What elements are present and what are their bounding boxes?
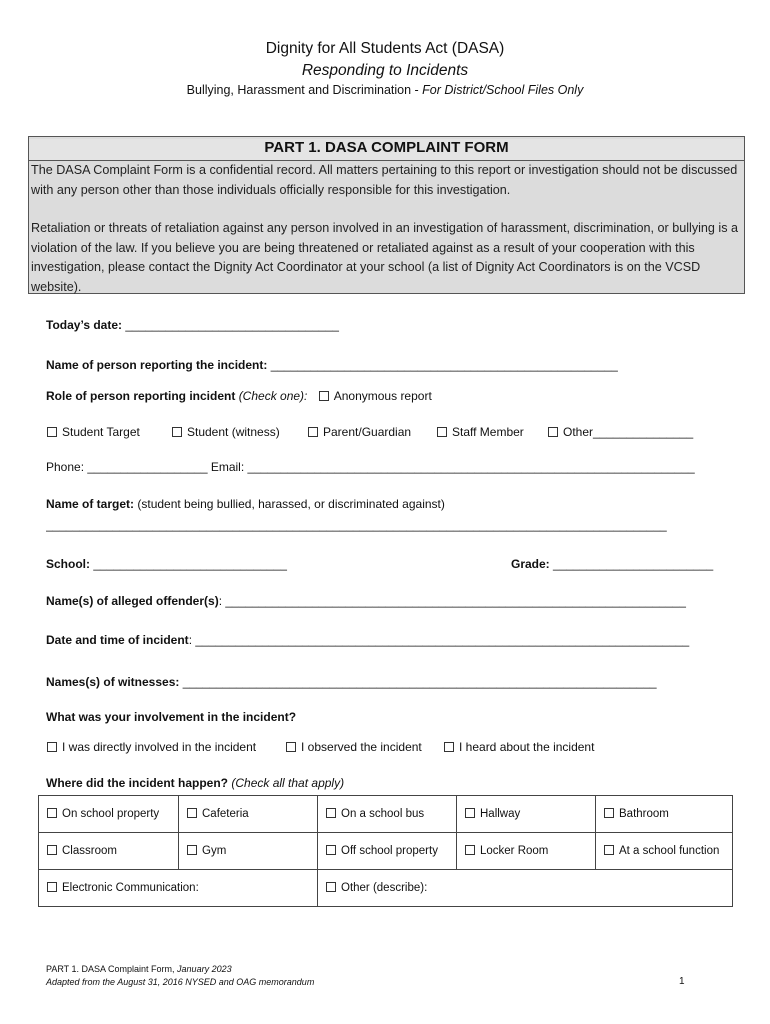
- todays-date-field[interactable]: [46, 318, 339, 332]
- location-hint: (Check all that apply): [231, 776, 345, 790]
- location-question-row: [46, 776, 344, 790]
- involvement-option-label: I observed the incident: [301, 740, 422, 754]
- target-name-hint: (student being bullied, harassed, or discriminated against): [137, 497, 445, 511]
- target-name-label: Name of target:: [46, 497, 135, 511]
- role-option-label: Other_______________: [563, 425, 694, 439]
- footer-line-1: [46, 964, 232, 974]
- location-classroom[interactable]: [39, 833, 179, 870]
- reporter-name-line[interactable]: ____________________________________________________: [270, 358, 618, 372]
- footer-line-2: [46, 977, 314, 987]
- checkbox-icon[interactable]: [172, 427, 182, 437]
- checkbox-icon[interactable]: [47, 742, 57, 752]
- location-other[interactable]: [318, 870, 733, 907]
- involvement-question: What was your involvement in the incident?: [46, 710, 297, 724]
- table-row: [39, 833, 733, 870]
- reporter-name-label: Name of person reporting the incident:: [46, 358, 268, 372]
- grade-label: Grade:: [511, 557, 550, 571]
- witnesses-field[interactable]: [46, 675, 657, 689]
- table-row: [39, 870, 733, 907]
- part1-title: PART 1. DASA COMPLAINT FORM: [29, 139, 744, 161]
- target-name-field: [46, 497, 445, 511]
- anonymous-label: Anonymous report: [333, 389, 432, 403]
- checkbox-icon[interactable]: [187, 845, 197, 855]
- checkbox-icon[interactable]: [604, 808, 614, 818]
- location-label: Locker Room: [480, 845, 549, 857]
- location-label: Gym: [202, 845, 227, 857]
- part1-paragraph-retaliation: Retaliation or threats of retaliation against any person involved in an investigation of harassment, discrimination, or bullying is a violation of the law. If you believe you are being threatened or retaliated against as a result of your cooperation with this investigation, please contact the Dignity Act Coordinator at your school (a list of Dignity Act Coordinators is on the VCSD website).: [31, 221, 739, 294]
- phone-field[interactable]: Phone: __________________: [46, 460, 208, 474]
- checkbox-icon[interactable]: [326, 845, 336, 855]
- role-option-student-witness[interactable]: [172, 425, 280, 439]
- anonymous-option[interactable]: [319, 389, 432, 403]
- footer-form-date: January 2023: [177, 964, 232, 974]
- target-name-line[interactable]: _____________________________________________________________________________________________: [46, 518, 667, 532]
- checkbox-icon[interactable]: [604, 845, 614, 855]
- document-subtitle: Responding to Incidents: [301, 62, 469, 79]
- document-title: Dignity for All Students Act (DASA): [265, 40, 505, 57]
- role-hint: (Check one):: [238, 389, 308, 403]
- location-label: Hallway: [480, 808, 521, 820]
- role-option-other[interactable]: [548, 425, 693, 439]
- email-field[interactable]: Email: ___________________________________________________________________: [210, 460, 695, 474]
- checkbox-icon[interactable]: [326, 882, 336, 892]
- role-option-label: Student (witness): [187, 425, 280, 439]
- part1-box: [28, 136, 745, 294]
- todays-date-label: Today’s date:: [46, 318, 123, 332]
- role-option-student-target[interactable]: [47, 425, 140, 439]
- role-label: Role of person reporting incident: [46, 389, 236, 403]
- footer-adapted: Adapted from the August 31, 2016 NYSED and OAG memorandum: [46, 977, 315, 987]
- checkbox-icon[interactable]: [47, 427, 57, 437]
- document-note-italic: For District/School Files Only: [422, 83, 584, 97]
- checkbox-icon[interactable]: [548, 427, 558, 437]
- grade-line[interactable]: ________________________: [553, 557, 714, 571]
- document-note: [0, 83, 770, 97]
- offenders-label: Name(s) of alleged offender(s): [46, 594, 219, 608]
- datetime-field[interactable]: [46, 633, 689, 647]
- school-field[interactable]: [46, 557, 287, 571]
- school-label: School:: [46, 557, 90, 571]
- location-hallway[interactable]: [457, 796, 596, 833]
- checkbox-icon[interactable]: [47, 845, 57, 855]
- location-label: Off school property: [341, 845, 438, 857]
- part1-paragraph-confidential: The DASA Complaint Form is a confidential record. All matters pertaining to this report or investigation should not be discussed with any person other than those individuals officially responsible for this investigation.: [31, 163, 738, 197]
- grade-field[interactable]: [511, 557, 713, 571]
- contact-row: [46, 460, 695, 474]
- witnesses-label: Names(s) of witnesses:: [46, 675, 180, 689]
- location-locker-room[interactable]: [457, 833, 596, 870]
- location-off-school-property[interactable]: [318, 833, 457, 870]
- location-bathroom[interactable]: [596, 796, 733, 833]
- footer-form-name: PART 1. DASA Complaint Form,: [46, 964, 178, 974]
- location-label: Electronic Communication:: [62, 882, 199, 894]
- witnesses-line[interactable]: _______________________________________________________________________: [182, 675, 657, 689]
- location-school-bus[interactable]: [318, 796, 457, 833]
- location-label: Bathroom: [619, 808, 669, 820]
- involvement-option-label: I heard about the incident: [459, 740, 595, 754]
- checkbox-icon[interactable]: [437, 427, 447, 437]
- school-line[interactable]: _____________________________: [93, 557, 287, 571]
- location-school-function[interactable]: [596, 833, 733, 870]
- checkbox-icon[interactable]: [326, 808, 336, 818]
- location-label: Classroom: [62, 845, 117, 857]
- location-on-school-property[interactable]: [39, 796, 179, 833]
- table-row: [39, 796, 733, 833]
- role-row: [46, 389, 432, 403]
- location-question: Where did the incident happen?: [46, 776, 229, 790]
- checkbox-icon[interactable]: [47, 882, 57, 892]
- checkbox-icon[interactable]: [444, 742, 454, 752]
- location-label: Cafeteria: [202, 808, 249, 820]
- role-option-label: Staff Member: [452, 425, 524, 439]
- involvement-option-heard[interactable]: [444, 740, 594, 754]
- involvement-option-observed[interactable]: [286, 740, 422, 754]
- todays-date-line[interactable]: ________________________________: [125, 318, 339, 332]
- location-label: Other (describe):: [341, 882, 428, 894]
- involvement-option-direct[interactable]: [47, 740, 256, 754]
- page-number: 1: [679, 976, 685, 987]
- document-note-plain: Bullying, Harassment and Discrimination -: [186, 83, 423, 97]
- location-table: [38, 795, 733, 907]
- checkbox-icon[interactable]: [47, 808, 57, 818]
- checkbox-icon[interactable]: [308, 427, 318, 437]
- role-option-label: Parent/Guardian: [323, 425, 412, 439]
- offenders-field[interactable]: [46, 594, 686, 608]
- checkbox-icon[interactable]: [465, 808, 475, 818]
- location-label: At a school function: [619, 845, 720, 857]
- offenders-line[interactable]: : _____________________________________________________________________: [218, 594, 686, 608]
- role-option-parent-guardian[interactable]: [308, 425, 411, 439]
- role-option-label: Student Target: [62, 425, 140, 439]
- location-label: On a school bus: [341, 808, 425, 820]
- checkbox-icon[interactable]: [187, 808, 197, 818]
- involvement-option-label: I was directly involved in the incident: [62, 740, 257, 754]
- checkbox-icon[interactable]: [465, 845, 475, 855]
- location-electronic-communication[interactable]: [39, 870, 318, 907]
- reporter-name-field[interactable]: [46, 358, 618, 372]
- role-option-staff-member[interactable]: [437, 425, 524, 439]
- checkbox-icon[interactable]: [319, 391, 329, 401]
- location-gym[interactable]: [179, 833, 318, 870]
- checkbox-icon[interactable]: [286, 742, 296, 752]
- location-cafeteria[interactable]: [179, 796, 318, 833]
- location-label: On school property: [62, 808, 160, 820]
- datetime-label: Date and time of incident: [46, 633, 189, 647]
- datetime-line[interactable]: : __________________________________________________________________________: [188, 633, 690, 647]
